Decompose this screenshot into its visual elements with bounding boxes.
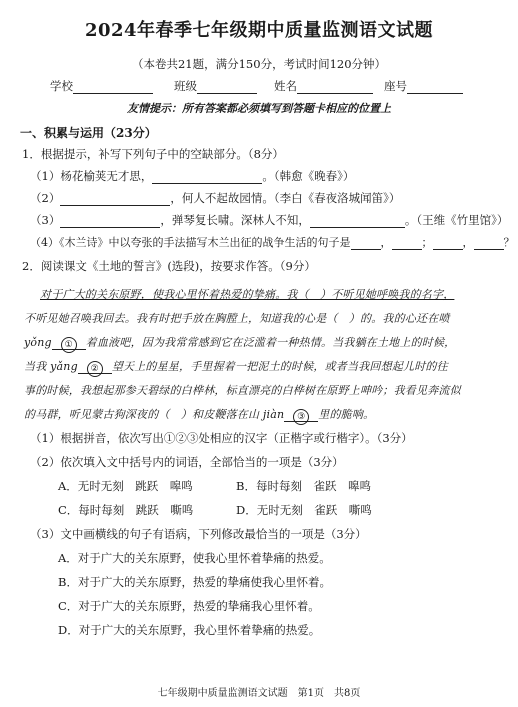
answer-blank xyxy=(351,237,381,250)
q2-stem: 2．阅读课文《土地的誓言》(选段)，按要求作答。（9分） xyxy=(22,259,316,273)
seat-blank xyxy=(407,81,463,94)
circled-number-3: ③ xyxy=(293,409,309,425)
q1-1-source: 。（韩愈《晚春》） xyxy=(262,169,355,183)
name-blank xyxy=(297,81,373,94)
passage-line-3 xyxy=(24,334,455,350)
q2-sub-1: （1）根据拼音，依次写出①②③处相应的汉字（正楷字或行楷字）。（3分） xyxy=(30,431,413,445)
school-field xyxy=(50,78,153,94)
passage-line-5: 事的时候，我想起那参天碧绿的白桦林，标直漂亮的白桦树在原野上呻吟；我看见奔流似 xyxy=(24,384,461,397)
passage-line-1: 对于广大的关东原野，使我心里怀着热爱的挚痛。我（ ）不听见她呼唤我的名字， xyxy=(40,288,455,301)
answer-blank xyxy=(78,361,112,374)
passage-line-6-end: 里的脆响。 xyxy=(318,408,375,421)
answer-blank xyxy=(474,237,504,250)
school-label: 学校 xyxy=(50,79,73,93)
q2-2-option-a: A．无时无刻 跳跃 嗥鸣 xyxy=(58,479,193,493)
q1-2-source: ，何人不起故园情。（李白《春夜洛城闻笛》） xyxy=(170,191,401,205)
answer-blank xyxy=(310,215,405,228)
seat-field xyxy=(384,78,463,94)
answer-blank xyxy=(52,337,86,350)
friendly-tip: 友情提示：所有答案都必须填写到答题卡相应的位置上 xyxy=(127,102,391,115)
q2-2-option-b: B．每时每刻 雀跃 嗥鸣 xyxy=(236,479,371,493)
q1-line-2 xyxy=(30,190,400,206)
passage-line-6 xyxy=(24,406,374,422)
answer-blank xyxy=(60,215,160,228)
q1-4-semicolon: ； xyxy=(421,236,433,249)
q1-line-3 xyxy=(30,212,508,228)
q2-3-option-d: D．对于广大的关东原野，我心里怀着挚痛的热爱。 xyxy=(58,623,321,637)
seat-label: 座号 xyxy=(384,79,407,93)
passage-line-4-text: 望天上的星星，手里握着一把泥土的时候，或者当我回想起儿时的往 xyxy=(111,360,448,373)
circled-number-2: ② xyxy=(87,361,103,377)
class-blank xyxy=(197,81,257,94)
class-label: 班级 xyxy=(174,79,197,93)
passage-line-4 xyxy=(24,358,448,374)
q1-3-middle: ，弹琴复长啸。深林人不知， xyxy=(160,213,310,227)
q2-3-option-c: C．对于广大的关东原野，热爱的挚痛我心里怀着。 xyxy=(58,599,320,613)
q2-3-option-a: A．对于广大的关东原野，使我心里怀着挚痛的热爱。 xyxy=(58,551,331,565)
q2-sub-3: （3）文中画横线的句子有语病，下列修改最恰当的一项是（3分） xyxy=(30,527,367,541)
answer-blank xyxy=(152,171,262,184)
pinyin-yong: yǒng xyxy=(24,336,52,349)
name-label: 姓名 xyxy=(274,79,297,93)
name-field xyxy=(274,78,373,94)
q1-2-text: （2） xyxy=(30,191,61,205)
pinyin-yang: yǎng xyxy=(50,360,78,373)
q2-2-option-d: D．无时无刻 雀跃 嘶鸣 xyxy=(236,503,372,517)
class-field xyxy=(174,78,257,94)
passage-line-6-start: 的马群，听见蒙古狗深夜的（ ）和皮鞭落在山 jiàn xyxy=(24,408,285,421)
q2-3-option-b: B．对于广大的关东原野，热爱的挚痛使我心里怀着。 xyxy=(58,575,331,589)
circled-number-1: ① xyxy=(61,337,77,353)
page-footer: 七年级期中质量监测语文试题 第1页 共8页 xyxy=(157,688,361,699)
q1-stem: 1．根据提示，补写下列句子中的空缺部分。（8分） xyxy=(22,147,284,161)
q2-sub-2: （2）依次填入文中括号内的词语，全部恰当的一项是（3分） xyxy=(30,455,344,469)
q1-line-1 xyxy=(30,168,354,184)
passage-line-4-start: 当我 xyxy=(24,360,47,373)
answer-blank xyxy=(60,193,170,206)
q1-4-text: （4）《木兰诗》中以夸张的手法描写木兰出征的战争生活的句子是 xyxy=(30,236,351,249)
q1-4-comma-2: ， xyxy=(462,236,474,249)
answer-blank xyxy=(433,237,463,250)
answer-blank xyxy=(284,409,318,422)
q1-line-4 xyxy=(30,234,515,250)
passage-line-2: 不听见她召唤我回去。我有时把手放在胸膛上，知道我的心是（ ）的。我的心还在喷 xyxy=(24,312,450,325)
section-heading: 一、积累与运用（23分） xyxy=(20,126,157,140)
q2-2-option-c: C．每时每刻 跳跃 嘶鸣 xyxy=(58,503,194,517)
q1-4-comma-1: ， xyxy=(380,236,392,249)
q1-3-source: 。（王维《竹里馆》） xyxy=(404,213,509,227)
q1-4-question-mark: ？ xyxy=(503,236,515,249)
answer-blank xyxy=(392,237,422,250)
q1-1-text: （1）杨花榆荚无才思， xyxy=(30,169,153,183)
passage-line-3-text: 着血液吧，因为我常常感到它在泛滥着一种热情。当我躺在土地上的时候， xyxy=(85,336,456,349)
q1-3-text: （3） xyxy=(30,213,61,227)
exam-info: （本卷共21题，满分150分，考试时间120分钟） xyxy=(131,57,387,71)
page-title: 2024年春季七年级期中质量监测语文试题 xyxy=(84,20,434,41)
school-blank xyxy=(73,81,153,94)
